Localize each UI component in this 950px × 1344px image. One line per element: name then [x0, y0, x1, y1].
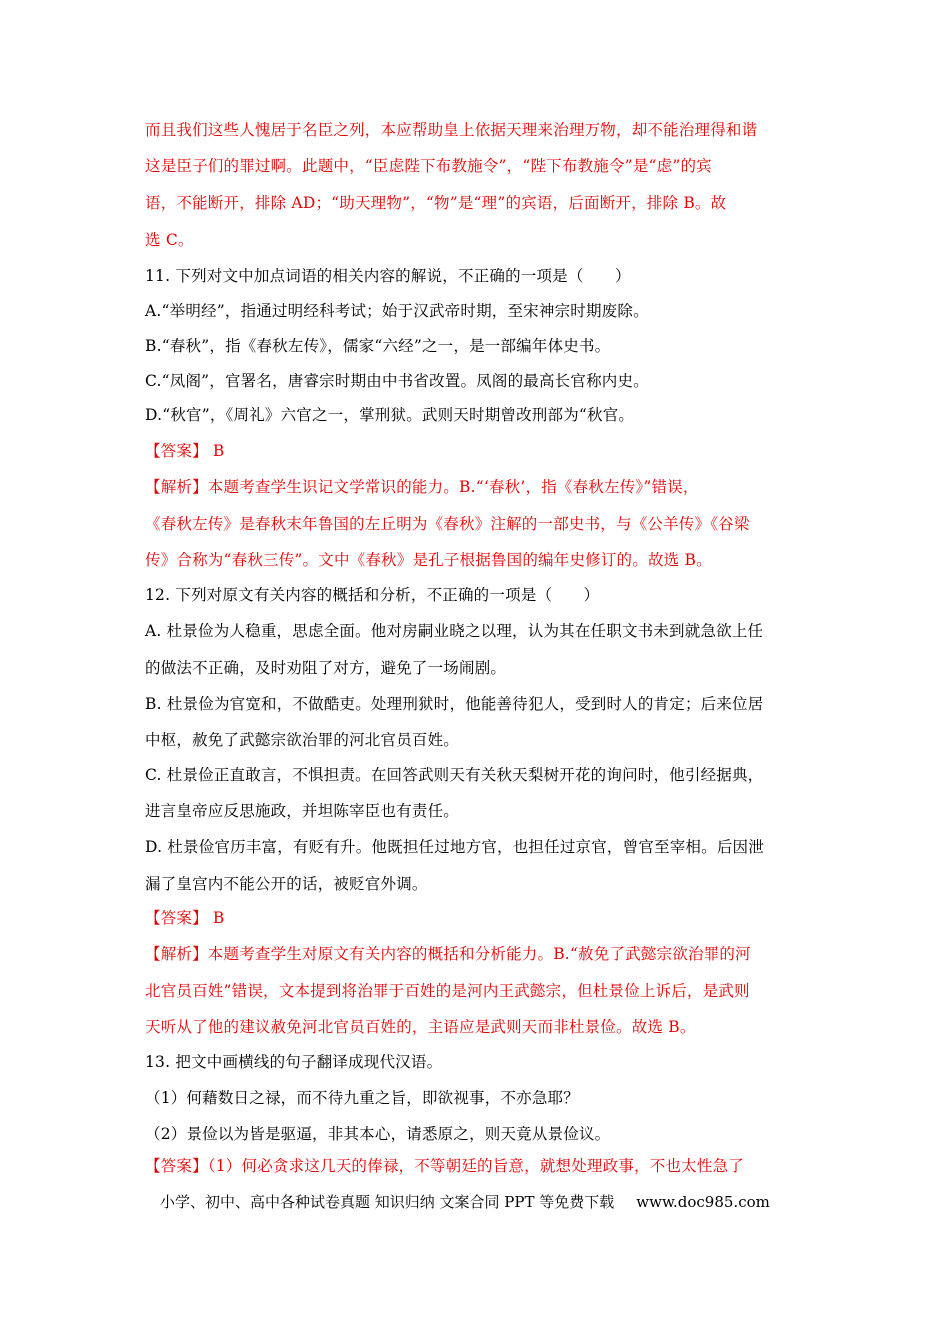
q12-option-c-cont: 进言皇帝应反思施政，并坦陈宰臣也有责任。: [145, 802, 460, 820]
q11-option-d: D.“秋官”，《周礼》六官之一，掌刑狱。武则天时期曾改刑部为“秋官。: [145, 406, 635, 424]
q12-option-a: A. 杜景俭为人稳重，思虑全面。他对房嗣业晓之以理，认为其在任职文书未到就急欲上任: [145, 622, 764, 640]
q12-option-b: B. 杜景俭为官宽和，不做酷吏。处理刑狱时，他能善待犯人，受到时人的肯定；后来位居: [145, 695, 764, 713]
q11-stem: 11. 下列对文中加点词语的相关内容的解说，不正确的一项是（ ）: [145, 267, 631, 285]
q12-analysis-line: 北官员百姓”错误，文本提到将治罪于百姓的是河内王武懿宗，但杜景俭上诉后，是武则: [145, 982, 750, 1000]
q13-answer: 【答案】（1）何必贪求这几天的俸禄，不等朝廷的旨意，就想处理政事，不也太性急了: [145, 1157, 744, 1175]
q13-item-1: （1）何藉数日之禄，而不待九重之旨，即欲视事，不亦急耶？: [145, 1089, 579, 1107]
q11-analysis-line: 【解析】本题考查学生识记文学常识的能力。B.“‘春秋’，指《春秋左传》”错误，: [145, 478, 699, 496]
q12-option-a-cont: 的做法不正确，及时劝阻了对方，避免了一场闹剧。: [145, 659, 507, 677]
q13-item-2: （2）景俭以为皆是驱逼，非其本心，请悉原之，则天竟从景俭议。: [145, 1125, 611, 1143]
q11-answer: 【答案】 B: [145, 442, 225, 460]
explanation-line: 语，不能断开，排除 AD；“助天理物”，“物”是“理”的宾语，后面断开，排除 B。故: [145, 194, 727, 212]
q11-analysis-line: 传》合称为“春秋三传”。文中《春秋》是孔子根据鲁国的编年史修订的。故选 B。: [145, 551, 712, 569]
q11-option-a: A.“举明经”，指通过明经科考试；始于汉武帝时期，至宋神宗时期废除。: [145, 302, 649, 320]
q12-stem: 12. 下列对原文有关内容的概括和分析，不正确的一项是（ ）: [145, 586, 600, 604]
explanation-line: 选 C。: [145, 231, 194, 249]
q11-analysis-line: 《春秋左传》是春秋末年鲁国的左丘明为《春秋》注解的一部史书，与《公羊传》《谷梁: [145, 515, 750, 533]
q11-option-c: C.“凤阁”，官署名，唐睿宗时期由中书省改置。凤阁的最高长官称内史。: [145, 372, 649, 390]
q12-option-b-cont: 中枢，赦免了武懿宗欲治罪的河北官员百姓。: [145, 731, 460, 749]
q11-option-b: B.“春秋”，指《春秋左传》，儒家“六经”之一，是一部编年体史书。: [145, 337, 611, 355]
q12-option-c: C. 杜景俭正直敢言，不惧担责。在回答武则天有关秋天梨树开花的询问时，他引经据典，: [145, 766, 764, 784]
explanation-line: 这是臣子们的罪过啊。此题中，“臣虑陛下布教施令”，“陛下布教施令”是“虑”的宾: [145, 157, 712, 175]
q12-analysis-line: 天听从了他的建议赦免河北官员百姓的，主语应是武则天而非杜景俭。故选 B。: [145, 1018, 696, 1036]
q12-answer: 【答案】 B: [145, 909, 225, 927]
footer-url[interactable]: www.doc985.com: [636, 1193, 770, 1211]
page-footer: [160, 1192, 800, 1212]
q12-analysis-line: 【解析】本题考查学生对原文有关内容的概括和分析能力。B.“赦免了武懿宗欲治罪的河: [145, 945, 751, 963]
explanation-line: 而且我们这些人愧居于名臣之列，本应帮助皇上依据天理来治理万物，却不能治理得和谐: [145, 121, 758, 139]
q13-stem: 13. 把文中画横线的句子翻译成现代汉语。: [145, 1053, 443, 1071]
footer-text: 小学、初中、高中各种试卷真题 知识归纳 文案合同 PPT 等免费下载: [160, 1193, 615, 1211]
q12-option-d: D. 杜景俭官历丰富，有贬有升。他既担任过地方官，也担任过京官，曾官至宰相。后因泄: [145, 838, 764, 856]
q12-option-d-cont: 漏了皇宫内不能公开的话，被贬官外调。: [145, 875, 428, 893]
